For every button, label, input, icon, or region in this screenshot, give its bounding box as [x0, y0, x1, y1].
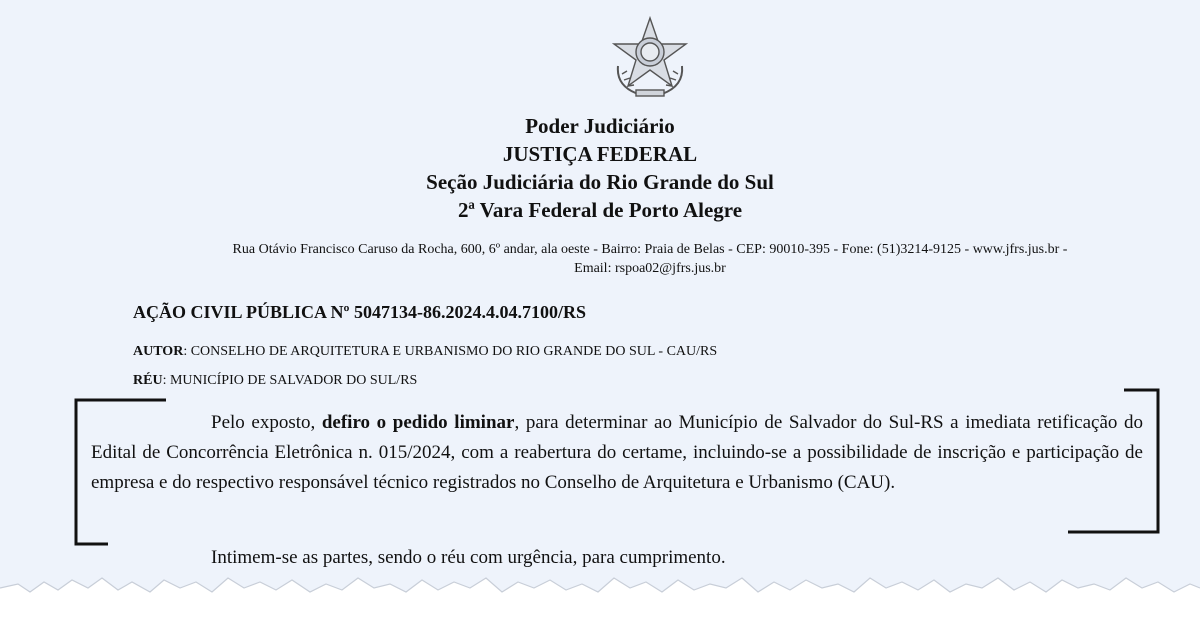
brazil-coat-of-arms-icon — [608, 14, 692, 100]
reu-value: : MUNICÍPIO DE SALVADOR DO SUL/RS — [162, 373, 418, 388]
torn-paper-edge — [0, 566, 1200, 628]
decision-text-rest: , para determinar ao Município de Salvador do Sul-RS a imediata retificação do Edital de Concorrência Eletrônica n. 015/2024, com a reabertura do certame, incluindo-se a possibilidade de inscrição e participação de empresa e do respectivo responsável técnico registrados no Conselho de Arquitetura e Urbanismo (CAU). — [91, 412, 1143, 493]
party-reu — [133, 373, 417, 389]
address-line-1: Rua Otávio Francisco Caruso da Rocha, 600, 6º andar, ala oeste - Bairro: Praia de Belas - CEP: 90010-395 - Fone: (51)3214-9125 - www.jfrs.jus.br - — [232, 242, 1068, 257]
autor-value: : CONSELHO DE ARQUITETURA E URBANISMO DO RIO GRANDE DO SUL - CAU/RS — [183, 344, 718, 359]
decision-bold-text: defiro o pedido liminar — [321, 412, 515, 433]
decision-paragraph — [91, 408, 1143, 498]
closing-sentence: Intimem-se as partes, sendo o réu com urgência, para cumprimento. — [211, 547, 726, 568]
header-vara-federal: 2ª Vara Federal de Porto Alegre — [457, 198, 743, 222]
header-poder-judiciario: Poder Judiciário — [525, 114, 675, 138]
case-title: AÇÃO CIVIL PÚBLICA Nº 5047134-86.2024.4.04.7100/RS — [133, 302, 586, 322]
reu-label: RÉU — [133, 373, 163, 388]
address-line-2: Email: rspoa02@jfrs.jus.br — [574, 261, 726, 276]
court-address — [120, 240, 1180, 278]
autor-label: AUTOR — [133, 344, 184, 359]
decision-text-start: Pelo exposto, — [211, 412, 322, 433]
header-justica-federal: JUSTIÇA FEDERAL — [502, 142, 698, 166]
header-secao-judiciaria: Seção Judiciária do Rio Grande do Sul — [426, 170, 774, 194]
party-autor — [133, 344, 717, 360]
